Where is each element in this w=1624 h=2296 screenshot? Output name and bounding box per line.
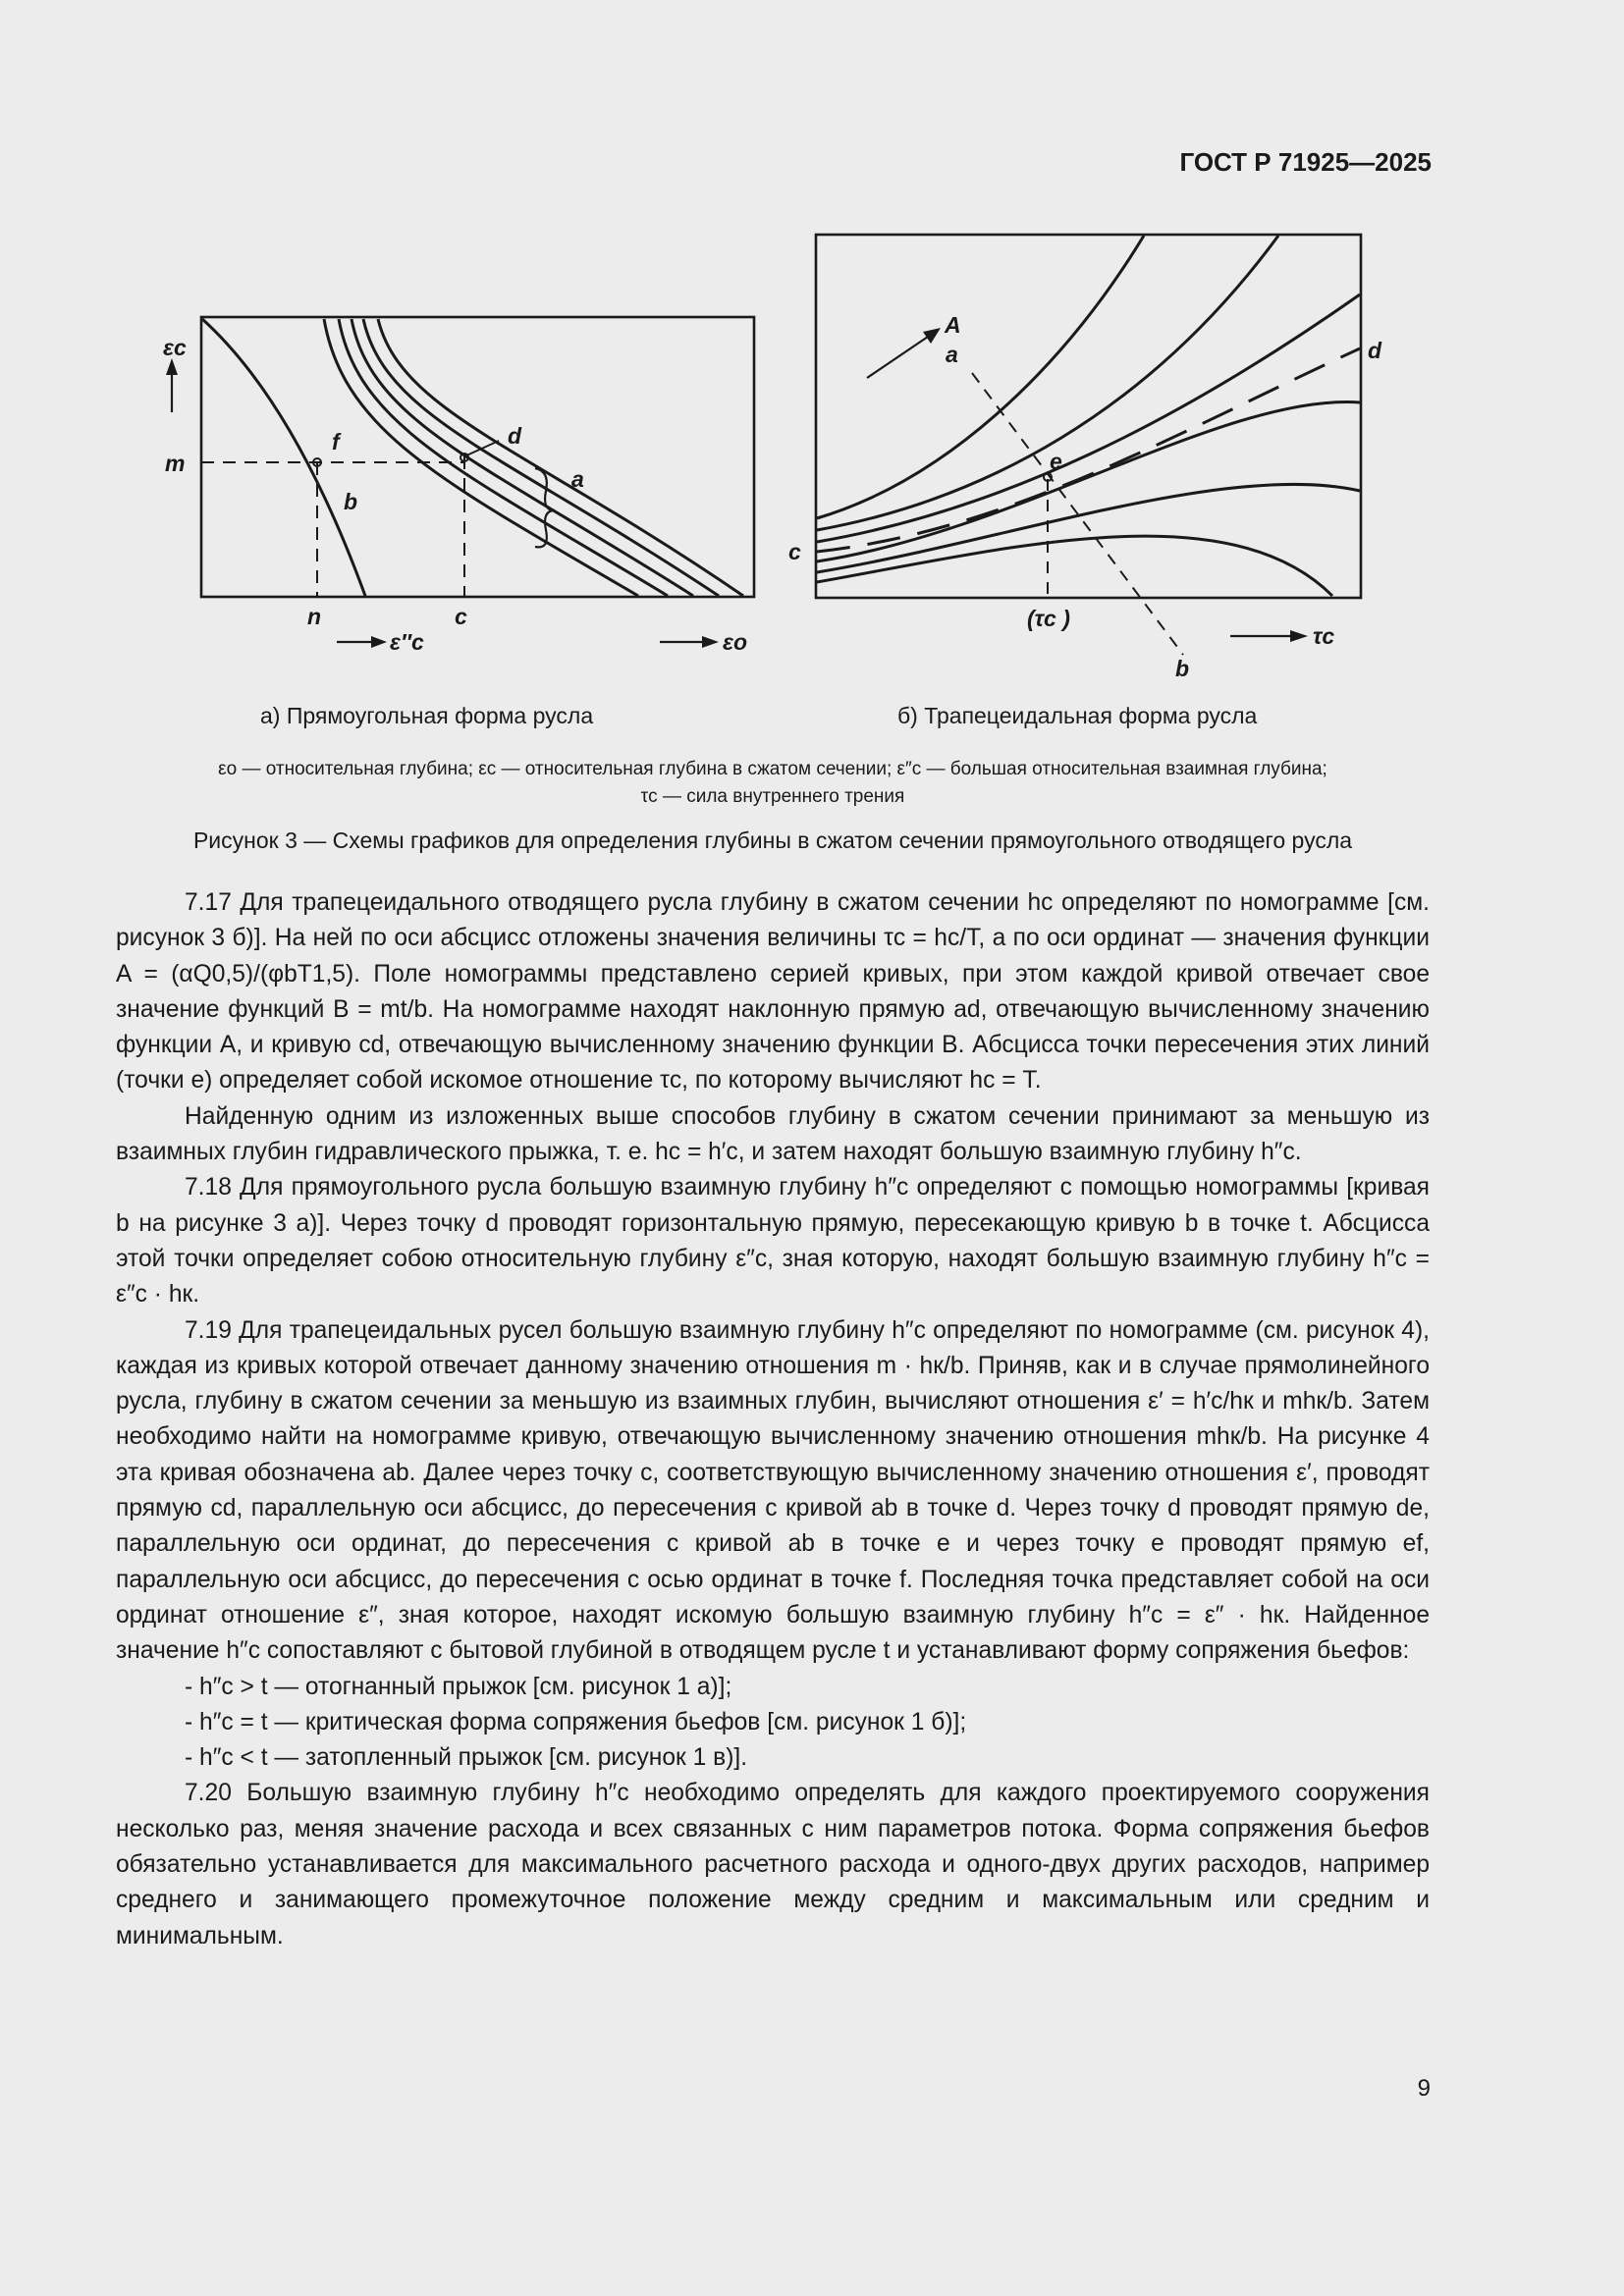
page-number: 9 <box>1417 2075 1431 2102</box>
label-b-b: b <box>1175 656 1190 681</box>
legend-line-2: τc — сила внутреннего трения <box>640 786 905 807</box>
curve-b-3 <box>817 294 1360 542</box>
label-a-b: a <box>946 342 958 367</box>
label-a: a <box>571 466 584 492</box>
paragraph-7-17: 7.17 Для трапецеидального отводящего русла глубину в сжатом сечении hс определяют по номограмме [см. рисунок 3 б)]. На ней по оси абсцисс отложены значения величины τс = hс/T, а по оси ординат — значения функции A = (αQ0,5)/(φbT1,5). Поле номограммы представлено серией кривых, при этом каждой кривой отвечает свое значение функций B = mt/b. На номограмме находят наклонную прямую ad, отвечающую вычисленному значению функции A, и кривую cd, отвечающую вычисленному значению функции B. Абсцисса точки пересечения этих линий (точки e) определяет собой искомое отношение τс, по которому вычисляют hс = T. <box>116 889 1430 1095</box>
curve-a-2 <box>339 319 668 596</box>
list-item-critical-form: - h″с = t — критическая форма сопряжения бьефов [см. рисунок 1 б)]; <box>185 1708 967 1735</box>
body-text <box>116 885 1430 1954</box>
document-header: ГОСТ Р 71925—2025 <box>1179 147 1432 177</box>
figure-legend <box>116 756 1430 811</box>
paragraph-found-depth: Найденную одним из изложенных выше способов глубину в сжатом сечении принимают за меньшую из взаимных глубин гидравлического прыжка, т. е. hс = h′с, и затем находят большую взаимную глубину h″с. <box>116 1102 1430 1166</box>
figure-3 <box>0 0 1624 746</box>
label-eps-c-double: ε″c <box>390 629 424 655</box>
curve-cd <box>817 348 1360 552</box>
label-eps-o: εo <box>723 629 748 655</box>
figure-a-labels <box>163 335 747 655</box>
paragraph-7-18: 7.18 Для прямоугольного русла большую взаимную глубину h″с определяют с помощью номограммы [кривая b на рисунке 3 а)]. Через точку d проводят горизонтальную прямую, пересекающую кривую b в точке t. Абсцисса этой точки определяет собою относительную глубину ε″с, зная которую, находят большую взаимную глубину h″с = ε″с · hк. <box>116 1174 1430 1308</box>
label-e: e <box>1050 449 1062 474</box>
label-A: A <box>945 312 961 338</box>
label-d: d <box>508 423 522 449</box>
list-item-submerged-jump: - h″с < t — затопленный прыжок [см. рисунок 1 в)]. <box>185 1744 748 1772</box>
figure-a-diagram <box>166 317 754 648</box>
curve-a-5 <box>378 319 743 596</box>
paragraph-7-20: 7.20 Большую взаимную глубину h″с необходимо определять для каждого проектируемого сооружения несколько раз, меняя значение расхода и всех связанных с ним параметров потока. Форма сопряжения бьефов обязательно устанавливается для максимального расчетного расхода и одного-двух других расходов, например среднего и занимающего промежуточное положение между средним и максимальным или средним и минимальным. <box>116 1780 1430 1949</box>
label-tau-axis: τc <box>1313 623 1335 649</box>
label-c: c <box>455 604 467 629</box>
figure-title: Рисунок 3 — Схемы графиков для определения глубины в сжатом сечении прямоугольного отводящего русла <box>192 828 1353 853</box>
dashed-ab <box>972 373 1183 655</box>
list-item-repelled-jump: - h″с > t — отогнанный прыжок [см. рисунок 1 а)]; <box>185 1673 732 1700</box>
figure-a-caption: а) Прямоугольная форма русла <box>260 703 594 728</box>
label-c-b: c <box>788 539 801 564</box>
label-n: n <box>307 604 322 629</box>
label-m: m <box>165 451 186 476</box>
curve-b <box>202 319 365 596</box>
curve-a-1 <box>324 319 638 596</box>
brace-a <box>535 468 555 547</box>
label-eps-c: εc <box>163 335 187 360</box>
paragraph-7-19: 7.19 Для трапецеидальных русел большую взаимную глубину h″с определяют по номограмме (см. рисунок 4), каждая из кривых которой отвечает данному значению отношения m · hк/b. Приняв, как и в случае прямолинейного русла, глубину в сжатом сечении за меньшую из взаимных глубин, вычисляют отношения ε′ = h′с/hк и mhк/b. Затем необходимо найти на номограмме кривую, отвечающую вычисленному значению отношения mhк/b. На рисунке 4 эта кривая обозначена ab. Далее через точку c, соответствующую вычисленному значению отношения ε′, проводят прямую cd, параллельную оси абсцисс, до пересечения с кривой ab в точке d. Через точку d проводят прямую de, параллельную оси ординат, до пересечения с кривой ab в точке e и через точку e проводят прямую ef, параллельную оси абсцисс, до пересечения с осью ординат в точке f. Последняя точка представляет собой на оси ординат отношение ε″, зная которое, находят искомую большую взаимную глубину h″с = ε″ · hк. Найденное значение h″с сопоставляют с бытовой глубиной в отводящем русле t и устанавливают форму сопряжения бьефов: <box>116 1316 1430 1665</box>
label-b: b <box>344 489 358 514</box>
label-tau-c: (τc ) <box>1027 606 1070 631</box>
label-f: f <box>332 429 340 454</box>
figure-b-diagram <box>816 235 1361 655</box>
figure-b-caption: б) Трапецеидальная форма русла <box>897 703 1258 728</box>
label-d-b: d <box>1368 338 1382 363</box>
legend-line-1: εo — относительная глубина; εc — относительная глубина в сжатом сечении; ε″c — большая относительная взаимная глубина; <box>218 759 1327 779</box>
figure-b-labels <box>788 312 1382 681</box>
figure-a-frame <box>201 317 754 597</box>
